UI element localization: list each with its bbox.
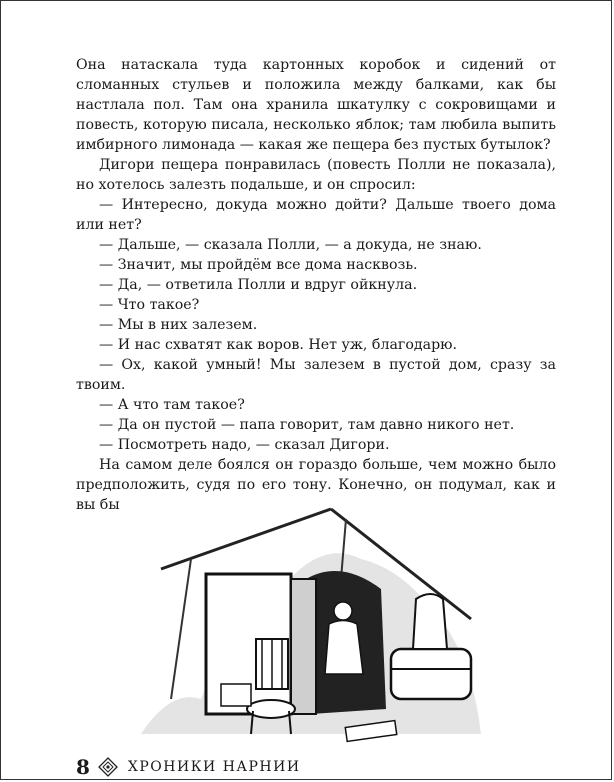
dialogue-line-6: — Мы в них залезем. [99, 317, 258, 333]
page-footer [76, 756, 301, 778]
dialogue-line-11: — Посмотреть надо, — сказал Дигори. [99, 437, 390, 453]
diamond-ornament-icon [98, 757, 118, 777]
dialogue-line-7: — И нас схватят как воров. Нет уж, благодарю. [99, 337, 458, 353]
dialogue-line-8: — Ох, какой умный! Мы залезем в пустой дом, сразу за твоим. [76, 357, 556, 393]
dialogue-line-9: — А что там такое? [99, 397, 245, 413]
running-title: ХРОНИКИ НАРНИИ [127, 759, 301, 775]
attic-illustration [131, 499, 491, 749]
dialogue-line-1: — Интересно, докуда можно дойти? Дальше твоего дома или нет? [76, 197, 556, 233]
dialogue-line-2: — Дальше, — сказала Полли, — а докуда, не знаю. [99, 237, 482, 253]
dialogue-line-10: — Да он пустой — папа говорит, там давно никого нет. [99, 417, 515, 433]
paragraph-2: Дигори пещера понравилась (повесть Полли не показала), но хотелось залезть подальше, и он спросил: [76, 157, 556, 193]
body-text [76, 55, 556, 515]
dialogue-line-5: — Что такое? [99, 297, 200, 313]
page-number: 8 [76, 755, 90, 779]
paragraph-1: Она натаскала туда картонных коробок и сидений от сломанных стульев и положила между балками, как бы настлала пол. Там она хранила шкатулку с сокровищами и повесть, которую писала, несколько яблок; там любила выпить имбирного лимонада — какая же пещера без пустых бутылок? [76, 57, 556, 153]
paragraph-final: На самом деле боялся он гораздо больше, чем можно было предположить, судя по его тону. Конечно, он подумал, как и вы бы [76, 457, 556, 513]
dialogue-line-4: — Да, — ответила Полли и вдруг ойкнула. [99, 277, 418, 293]
dialogue-line-3: — Значит, мы пройдём все дома насквозь. [99, 257, 418, 273]
